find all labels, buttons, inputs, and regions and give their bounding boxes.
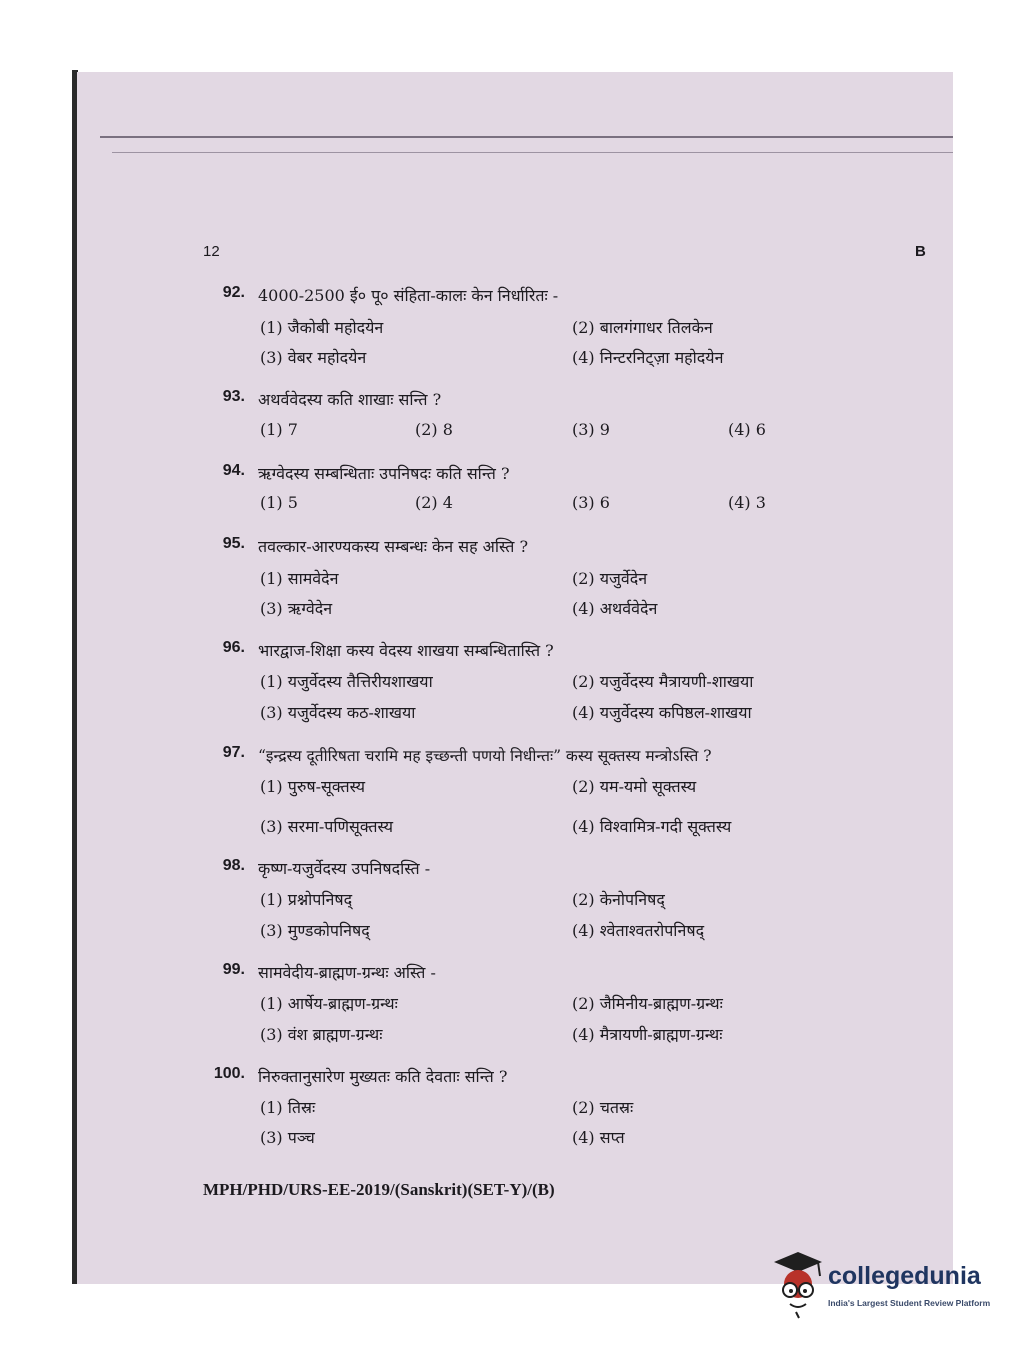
option-4: (4) श्वेताश्वतरोपनिषद् <box>572 921 705 940</box>
question-text: 4000-2500 ई० पू० संहिता-कालः केन निर्धारितः - <box>258 286 559 305</box>
option-2: (2) यम-यमो सूक्तस्य <box>572 777 697 796</box>
option-2: (2) यजुर्वेदेन <box>572 569 648 588</box>
question-number: 96. <box>222 639 245 656</box>
option-3: (3) 9 <box>572 420 610 439</box>
option-3: (3) वेबर महोदयेन <box>260 348 367 367</box>
question-number: 95. <box>222 535 245 552</box>
option-2: (2) केनोपनिषद् <box>572 890 665 909</box>
option-3: (3) पञ्च <box>260 1128 315 1147</box>
brand-name: collegedunia <box>828 1262 981 1290</box>
option-4: (4) निन्टरनिट्ज़ा महोदयेन <box>572 348 724 367</box>
brand-tagline: India's Largest Student Review Platform <box>828 1298 991 1308</box>
collegedunia-watermark <box>768 1250 998 1320</box>
option-2: (2) बालगंगाधर तिलकेन <box>572 318 713 337</box>
option-4: (4) अथर्ववेदेन <box>572 599 658 618</box>
option-1: (1) सामवेदेन <box>260 569 339 588</box>
option-2: (2) चतस्रः <box>572 1098 634 1117</box>
question-text: ऋग्वेदस्य सम्बन्धिताः उपनिषदः कति सन्ति ? <box>258 464 510 483</box>
option-4: (4) सप्त <box>572 1128 625 1147</box>
question-text: अथर्ववेदस्य कति शाखाः सन्ति ? <box>258 390 442 409</box>
paper-code-footer: MPH/PHD/URS-EE-2019/(Sanskrit)(SET-Y)/(B) <box>203 1180 555 1199</box>
option-3: (3) ऋग्वेदेन <box>260 599 333 618</box>
question-number: 93. <box>222 388 245 405</box>
question-number: 100. <box>213 1065 245 1082</box>
option-1: (1) तिस्रः <box>260 1098 316 1117</box>
option-1: (1) पुरुष-सूक्तस्य <box>260 777 366 796</box>
option-1: (1) 5 <box>260 493 298 512</box>
option-3: (3) वंश ब्राह्मण-ग्रन्थः <box>260 1025 383 1044</box>
option-1: (1) आर्षेय-ब्राह्मण-ग्रन्थः <box>260 994 398 1013</box>
option-3: (3) 6 <box>572 493 610 512</box>
page-top-rule-secondary <box>112 152 953 153</box>
question-text: निरुक्तानुसारेण मुख्यतः कति देवताः सन्ति ? <box>258 1067 508 1086</box>
option-2: (2) 4 <box>415 493 453 512</box>
question-number: 94. <box>222 462 245 479</box>
option-1: (1) प्रश्नोपनिषद् <box>260 890 353 909</box>
page-top-rule <box>100 136 953 138</box>
option-4: (4) मैत्रायणी-ब्राह्मण-ग्रन्थः <box>572 1025 723 1044</box>
question-text: भारद्वाज-शिक्षा कस्य वेदस्य शाखया सम्बन्धितास्ति ? <box>258 641 554 660</box>
question-number: 99. <box>222 961 245 978</box>
question-text: तवल्कार-आरण्यकस्य सम्बन्धः केन सह अस्ति ? <box>258 537 529 556</box>
option-3: (3) सरमा-पणिसूक्तस्य <box>260 817 394 836</box>
question-number: 98. <box>222 857 245 874</box>
set-label: B <box>915 243 926 260</box>
question-text: सामवेदीय-ब्राह्मण-ग्रन्थः अस्ति - <box>258 963 436 982</box>
option-4: (4) विश्वामित्र-गदी सूक्तस्य <box>572 817 732 836</box>
option-2: (2) जैमिनीय-ब्राह्मण-ग्रन्थः <box>572 994 723 1013</box>
option-4: (4) यजुर्वेदस्य कपिष्ठल-शाखया <box>572 703 752 722</box>
mascot-logo-icon <box>768 1250 826 1320</box>
option-1: (1) यजुर्वेदस्य तैत्तिरीयशाखया <box>260 672 433 691</box>
option-4: (4) 6 <box>728 420 766 439</box>
question-text: कृष्ण-यजुर्वेदस्य उपनिषदस्ति - <box>258 859 431 878</box>
option-1: (1) जैकोबी महोदयेन <box>260 318 384 337</box>
question-number: 92. <box>222 284 245 301</box>
option-2: (2) यजुर्वेदस्य मैत्रायणी-शाखया <box>572 672 754 691</box>
option-2: (2) 8 <box>415 420 453 439</box>
page-number: 12 <box>203 243 220 260</box>
option-1: (1) 7 <box>260 420 298 439</box>
option-4: (4) 3 <box>728 493 766 512</box>
question-number: 97. <box>222 744 245 761</box>
option-3: (3) यजुर्वेदस्य कठ-शाखया <box>260 703 416 722</box>
option-3: (3) मुण्डकोपनिषद् <box>260 921 370 940</box>
question-text: “इन्द्रस्य दूतीरिषता चरामि मह इच्छन्ती पणयो निधीन्तः” कस्य सूक्तस्य मन्त्रोऽस्ति ? <box>258 747 712 765</box>
